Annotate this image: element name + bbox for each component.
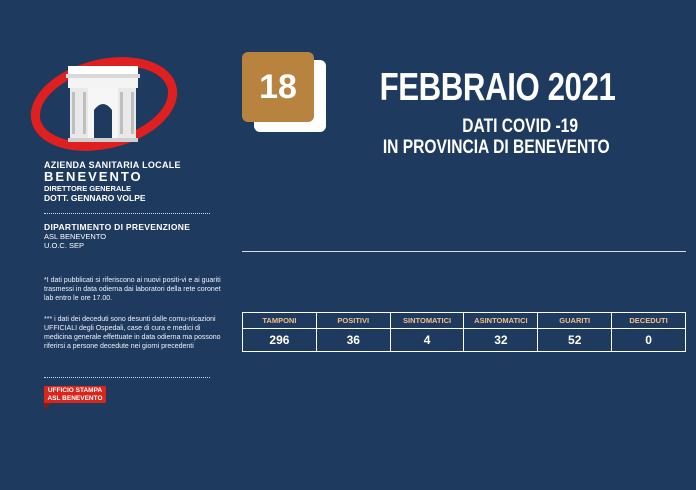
date-day-box: 18 bbox=[242, 52, 314, 122]
value-deceduti: 0 bbox=[612, 329, 686, 352]
asl-name-line2: BENEVENTO bbox=[44, 169, 143, 184]
badge-tail bbox=[44, 403, 52, 409]
covid-stats-table bbox=[242, 312, 686, 352]
header-asintomatici: ASINTOMATICI bbox=[464, 313, 538, 329]
header-guariti: GUARITI bbox=[538, 313, 612, 329]
value-tamponi: 296 bbox=[243, 329, 317, 352]
director-label: DIRETTORE GENERALE bbox=[44, 184, 131, 193]
department-unit: U.O.C. SEP bbox=[44, 241, 85, 250]
department-asl: ASL BENEVENTO bbox=[44, 232, 107, 241]
asl-name-line1: AZIENDA SANITARIA LOCALE bbox=[44, 160, 181, 170]
divider bbox=[44, 213, 210, 214]
note-positivi: *I dati pubblicati si riferiscono ai nuovi positi-vi e ai guariti trasmessi in data odierna dai laboratori della rete coronet lab entro le ore 17.00. bbox=[44, 277, 221, 302]
subtitle-line1: DATI COVID -19 bbox=[462, 116, 578, 137]
value-guariti: 52 bbox=[538, 329, 612, 352]
divider bbox=[44, 377, 210, 378]
press-office-line1: UFFICIO STAMPA bbox=[47, 387, 103, 394]
value-asintomatici: 32 bbox=[464, 329, 538, 352]
header-sintomatici: SINTOMATICI bbox=[390, 313, 464, 329]
header-tamponi: TAMPONI bbox=[243, 313, 317, 329]
subtitle-line2: IN PROVINCIA DI BENEVENTO bbox=[382, 137, 610, 158]
note-deceduti: *** i dati dei deceduti sono desunti dalle comu-nicazioni UFFICIALI degli Ospedali, case di cura e medici di medicina generale effettuate in data odierna ma possono riferirsi a persone decedute nei giorni precedenti bbox=[44, 316, 221, 350]
divider-line bbox=[242, 251, 686, 252]
director-name: DOTT. GENNARO VOLPE bbox=[44, 193, 146, 203]
table-header-row bbox=[243, 313, 686, 329]
header-positivi: POSITIVI bbox=[316, 313, 390, 329]
value-sintomatici: 4 bbox=[390, 329, 464, 352]
asl-logo-icon bbox=[28, 52, 178, 152]
press-office-badge bbox=[44, 386, 106, 403]
header-deceduti: DECEDUTI bbox=[612, 313, 686, 329]
press-office-line2: ASL BENEVENTO bbox=[47, 394, 103, 402]
table-row bbox=[243, 329, 686, 352]
page-title: FEBBRAIO 2021 bbox=[379, 66, 616, 109]
department-title: DIPARTIMENTO DI PREVENZIONE bbox=[44, 222, 191, 232]
value-positivi: 36 bbox=[316, 329, 390, 352]
